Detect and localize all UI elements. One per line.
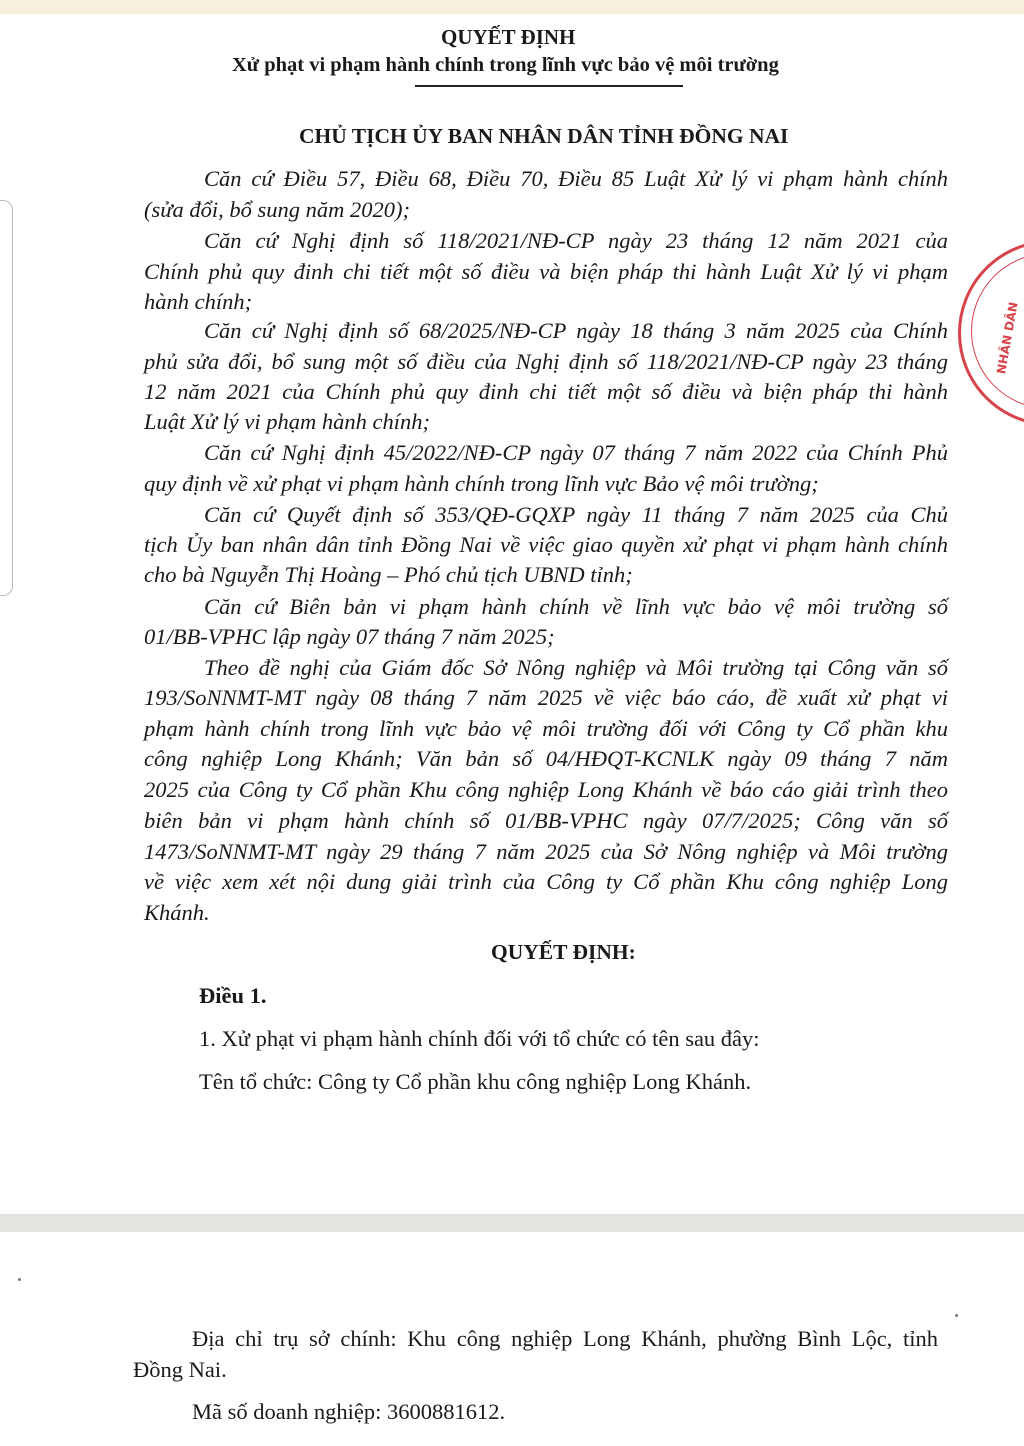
basis-line: công nghiệp Long Khánh; Văn bản số 04/HĐQT-KCNLK ngày 09 tháng 7 năm <box>144 746 948 771</box>
basis-line: 2025 của Công ty Cổ phần Khu công nghiệp Long Khánh về báo cáo giải trình theo <box>144 777 948 802</box>
page-break-band <box>0 1214 1024 1232</box>
basis-line: Theo đề nghị của Giám đốc Sở Nông nghiệp và Môi trường tại Công văn số <box>204 655 948 680</box>
basis-line: phạm hành chính trong lĩnh vực bảo vệ môi trường đối với Công ty Cổ phần khu <box>144 716 948 741</box>
document-page-2 <box>0 1232 1024 1446</box>
basis-line: 12 năm 2021 của Chính phủ quy đinh chi tiết một số điều và biện pháp thi hành <box>144 379 948 404</box>
page-edge-tab <box>0 200 13 596</box>
basis-line: Căn cứ Nghị định số 118/2021/NĐ-CP ngày 23 tháng 12 năm 2021 của <box>204 228 948 253</box>
basis-line: quy định về xử phạt vi phạm hành chính trong lĩnh vực Bảo vệ môi trường; <box>144 471 819 496</box>
basis-line: phủ sửa đổi, bổ sung một số điều của Nghị định số 118/2021/NĐ-CP ngày 23 tháng <box>144 349 948 374</box>
basis-line: Căn cứ Nghị định số 68/2025/NĐ-CP ngày 18 tháng 3 năm 2025 của Chính <box>204 318 948 343</box>
doc-subtitle: Xử phạt vi phạm hành chính trong lĩnh vực bảo vệ môi trường <box>232 54 779 76</box>
scan-speck <box>955 1314 958 1317</box>
organization-name: Tên tổ chức: Công ty Cổ phần khu công nghiệp Long Khánh. <box>199 1069 752 1094</box>
basis-line: (sửa đổi, bổ sung năm 2020); <box>144 197 411 222</box>
address-line-2: Đồng Nai. <box>133 1357 227 1382</box>
article-heading: Điều 1. <box>199 983 267 1008</box>
basis-line: 1473/SoNNMT-MT ngày 29 tháng 7 năm 2025 của Sở Nông nghiệp và Môi trường <box>144 839 948 864</box>
document-page-1 <box>0 14 1024 1214</box>
top-strip <box>0 0 1024 14</box>
decision-heading: QUYẾT ĐỊNH: <box>491 940 636 964</box>
basis-line: 01/BB-VPHC lập ngày 07 tháng 7 năm 2025; <box>144 624 555 649</box>
scan-speck <box>18 1278 21 1281</box>
basis-line: hành chính; <box>144 289 253 314</box>
title-underline <box>415 85 683 87</box>
issuing-authority: CHỦ TỊCH ỦY BAN NHÂN DÂN TỈNH ĐỒNG NAI <box>299 124 789 148</box>
basis-line: tịch Ủy ban nhân dân tỉnh Đồng Nai về việc giao quyền xử phạt vi phạm hành chính <box>144 532 948 557</box>
address-line-1: Địa chỉ trụ sở chính: Khu công nghiệp Long Khánh, phường Bình Lộc, tỉnh <box>192 1326 938 1351</box>
basis-line: cho bà Nguyễn Thị Hoàng – Phó chủ tịch UBND tỉnh; <box>144 562 633 587</box>
red-seal-stamp: NHÂN DÂN <box>958 240 1024 426</box>
basis-line: Căn cứ Điều 57, Điều 68, Điều 70, Điều 85 Luật Xử lý vi phạm hành chính <box>204 166 948 191</box>
doc-title: QUYẾT ĐỊNH <box>441 25 576 49</box>
basis-line: Căn cứ Biên bản vi phạm hành chính về lĩnh vực bảo vệ môi trường số <box>204 594 948 619</box>
basis-line: 193/SoNNMT-MT ngày 08 tháng 7 năm 2025 về việc báo cáo, đề xuất xử phạt vi <box>144 685 948 710</box>
basis-line: Khánh. <box>144 900 210 925</box>
basis-line: Chính phủ quy đinh chi tiết một số điều và biện pháp thi hành Luật Xử lý vi phạm <box>144 259 948 284</box>
basis-line: Căn cứ Nghị định 45/2022/NĐ-CP ngày 07 tháng 7 năm 2022 của Chính Phủ <box>204 440 948 465</box>
basis-line: Luật Xử lý vi phạm hành chính; <box>144 409 430 434</box>
clause-1: 1. Xử phạt vi phạm hành chính đối với tổ chức có tên sau đây: <box>199 1026 760 1051</box>
basis-line: biên bản vi phạm hành chính số 01/BB-VPHC ngày 07/7/2025; Công văn số <box>144 808 948 833</box>
basis-line: về việc xem xét nội dung giải trình của Công ty Cổ phần Khu công nghiệp Long <box>144 869 948 894</box>
tax-code: Mã số doanh nghiệp: 3600881612. <box>192 1399 506 1424</box>
basis-line: Căn cứ Quyết định số 353/QĐ-GQXP ngày 11 tháng 7 năm 2025 của Chủ <box>204 502 948 527</box>
